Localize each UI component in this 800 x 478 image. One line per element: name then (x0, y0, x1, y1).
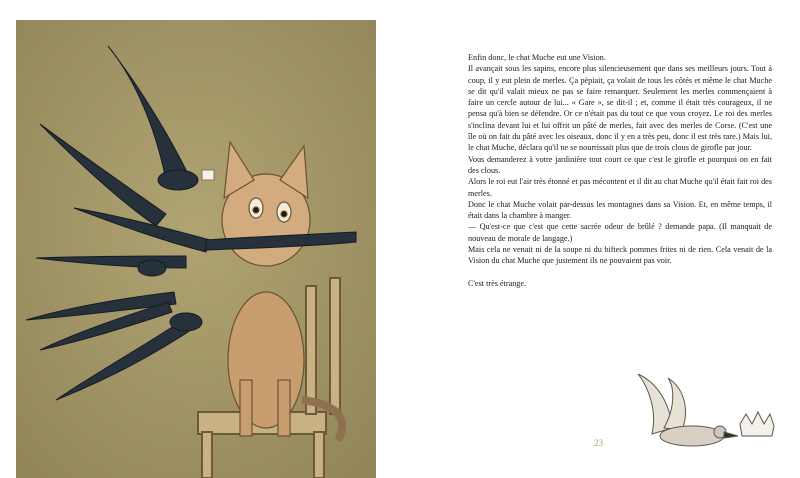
paragraph: Donc le chat Muche volait par-dessus les montagnes dans sa Vision. Et, en même temps, il était dans la chambre à manger. (468, 199, 772, 221)
winged-creature-with-crown-icon (628, 370, 780, 454)
letter-note (202, 170, 214, 180)
cat-with-birds-icon (16, 20, 376, 478)
paragraph: Vous demanderez à votre jardinière tout court ce que c'est le girofle et pourquoi on en fait des clous. (468, 154, 772, 175)
paragraph: — Qu'est-ce que c'est que cette sacrée odeur de brûlé ? demande papa. (Il manquait de nouveau de morale de langage.) (468, 222, 772, 243)
illustration (16, 20, 376, 478)
story-text (468, 52, 772, 289)
paragraph: Mais cela ne venait ni de la soupe ni du bifteck pommes frites ni de rien. Cela venait de la Vision du chat Muche que justement ils ne pouvaient pas voir. (468, 245, 772, 266)
paragraph: Enfin donc, le chat Muche eut une Vision. (468, 53, 606, 62)
page-number: 23 (594, 438, 603, 448)
closing-line: C'est très étrange. (468, 278, 527, 288)
vignette (628, 370, 780, 454)
paragraph: Il avançait sous les sapins, encore plus silencieusement que dans ses meilleurs jours. Tout à coup, il y eut plein de merles. Ça pépiait, ça volait de tous les côtés et même le chat Muche se dit qu'il valait mieux ne pas se faire remarquer. Seulement les merles commençaient à faire un cercle autour de lui... « Gare », se dit-il ; et, comme il était très courageux, il ne pensa qu'à bien se défendre. Or ce n'était pas du tout ce que vous croyez. Le roi des merles s'inclina devant lui et lui offrit un pâté de merles, fait avec des merles de Corse. (C'est une île où on fait du pâté avec les oiseaux, donc il y en a très peu, donc il est très rare.) Mais lui, le chat Muche, déclara qu'il ne se nourrissait plus que de trois clous de girofle par jour. (468, 64, 772, 153)
paragraph: Alors le roi eut l'air très étonné et pas mécontent et il dit au chat Muche qu'il était fait roi des merles. (468, 177, 772, 198)
